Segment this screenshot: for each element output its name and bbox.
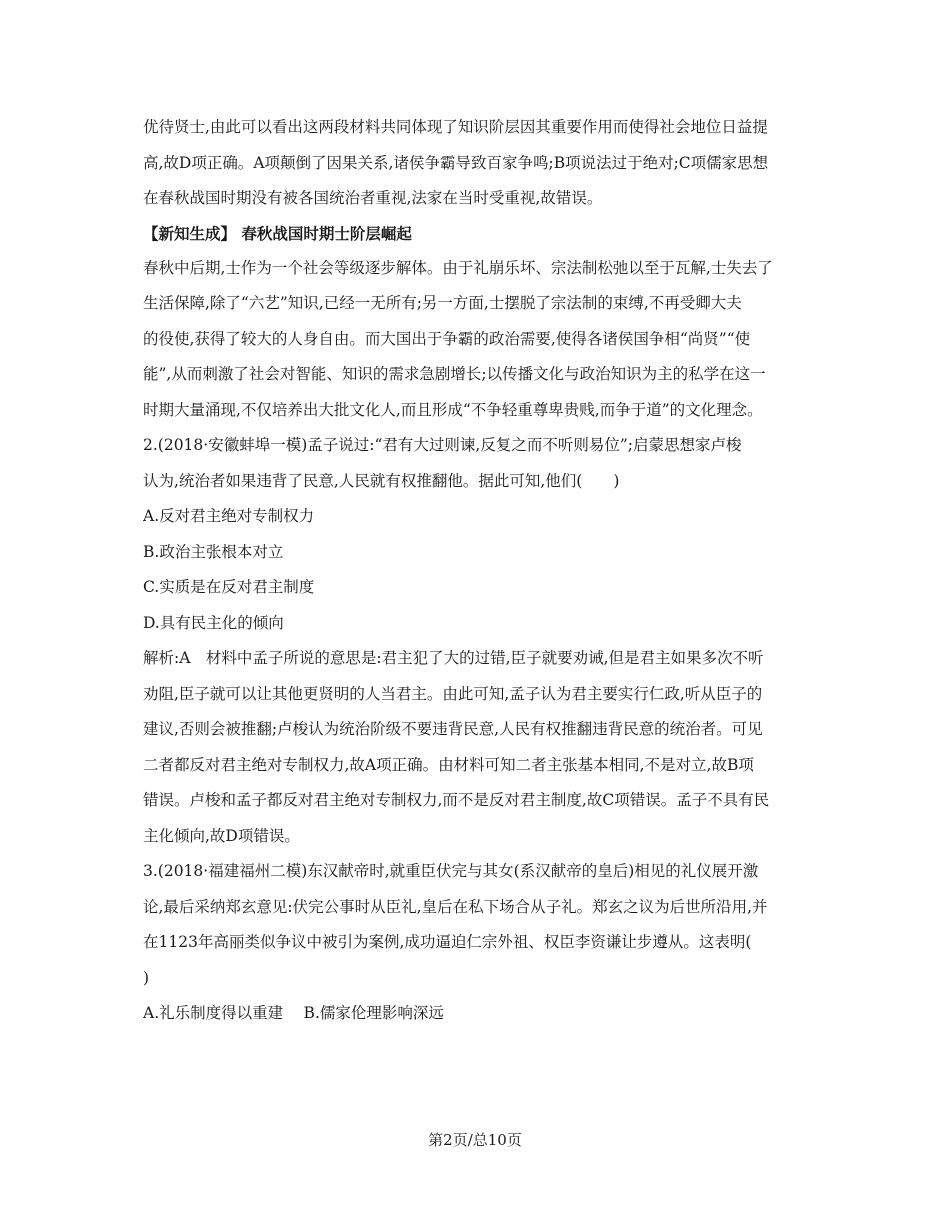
analysis-line-5: 错误。卢梭和孟子都反对君主绝对专制权力,而不是反对君主制度,故C项错误。孟子不具有民 — [143, 791, 770, 809]
analysis-line-2: 劝阻,臣子就可以让其他更贤明的人当君主。由此可知,孟子认为君主要实行仁政,听从臣子的 — [143, 684, 763, 703]
text-line-8: 能”,从而刺激了社会对智能、知识的需求急剧增长;以传播文化与政治知识为主的私学在这一 — [143, 365, 766, 383]
analysis-line-3: 建议,否则会被推翻;卢梭认为统治阶级不要违背民意,人民有权推翻违背民意的统治者。可见 — [143, 720, 763, 738]
text-line-6: 生活保障,除了“六艺”知识,已经一无所有;另一方面,士摆脱了宗法制的束缚,不再受卿大夫 — [143, 294, 742, 312]
question-2-stem-2: 认为,统治者如果违背了民意,人民就有权推翻他。据此可知,他们( ) — [143, 471, 620, 490]
question-3-stem-2: 论,最后采纳郑玄意见:伏完公事时从臣礼,皇后在私下场合从子礼。郑玄之议为后世所沿用,并 — [143, 897, 768, 916]
text-line-9: 时期大量涌现,不仅培养出大批文化人,而且形成“不争轻重尊卑贵贱,而争于道”的文化理念。 — [143, 400, 763, 419]
question-3-stem-4: ) — [143, 968, 150, 987]
analysis-line-6: 主化倾向,故D项错误。 — [143, 826, 300, 845]
text-line-1: 优待贤士,由此可以看出这两段材料共同体现了知识阶层因其重要作用而使得社会地位日益提 — [143, 118, 768, 136]
question-3-options-ab: A.礼乐制度得以重建 B.儒家伦理影响深远 — [143, 1004, 444, 1022]
question-2-option-a: A.反对君主绝对专制权力 — [143, 507, 315, 525]
analysis-line-4: 二者都反对君主绝对专制权力,故A项正确。由材料可知二者主张基本相同,不是对立,故B项 — [143, 755, 754, 774]
text-line-3: 在春秋战国时期没有被各国统治者重视,法家在当时受重视,故错误。 — [143, 189, 603, 207]
question-2-option-c: C.实质是在反对君主制度 — [143, 578, 315, 596]
text-line-7: 的役使,获得了较大的人身自由。而大国出于争霸的政治需要,使得各诸侯国争相“尚贤”“使 — [143, 329, 751, 348]
question-2-stem-1: 2.(2018·安徽蚌埠一模)孟子说过:“君有大过则谏,反复之而不听则易位”;启蒙思想家卢梭 — [143, 436, 742, 454]
document-body — [143, 110, 823, 1032]
analysis-line-1: 解析:A 材料中孟子所说的意思是:君主犯了大的过错,臣子就要劝诫,但是君主如果多次不听 — [143, 649, 764, 667]
question-3-stem-1: 3.(2018·福建福州二模)东汉献帝时,就重臣伏完与其女(系汉献帝的皇后)相见的礼仪展开激 — [143, 862, 759, 880]
text-line-5: 春秋中后期,士作为一个社会等级逐步解体。由于礼崩乐坏、宗法制松弛以至于瓦解,士失去了 — [143, 258, 773, 277]
question-2-option-b: B.政治主张根本对立 — [143, 542, 284, 561]
question-3-stem-3: 在1123年高丽类似争议中被引为案例,成功逼迫仁宗外祖、权臣李资谦让步遵从。这表明( — [143, 933, 752, 951]
page-number-footer: 第2页/总10页 — [428, 1131, 522, 1149]
section-heading: 【新知生成】 春秋战国时期士阶层崛起 — [143, 223, 412, 243]
text-line-2: 高,故D项正确。A项颠倒了因果关系,诸侯争霸导致百家争鸣;B项说法过于绝对;C项儒家思想 — [143, 153, 769, 172]
question-2-option-d: D.具有民主化的倾向 — [143, 613, 284, 632]
